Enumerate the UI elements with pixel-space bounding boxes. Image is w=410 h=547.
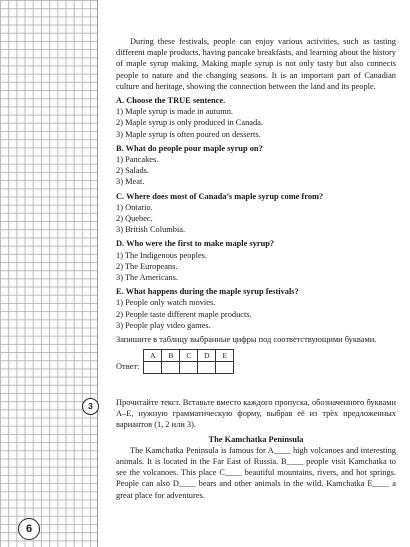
answer-cell-a[interactable] [144,362,162,374]
answer-cell-d[interactable] [198,362,216,374]
question-c [116,191,396,236]
answer-label: Ответ: [116,362,140,372]
question-d [116,238,396,283]
task-3 [82,397,396,501]
text-body: The Kamchatka Peninsula is famous for A____ high volcanoes and interesting animals. It is located in the Far East of Russia. B____ people visit Kamchatka to see the volcanoes. This place C____ beautiful mountains, rivers, and hot springs. People can also D____ bears and other animals in the wild. Kamchatka E____ a great place for adventures. [116,445,396,500]
question-text: C. Where does most of Canada’s maple syrup come from? [116,191,324,201]
task-instruction: Прочитайте текст. Вставьте вместо каждого пропуска, обозначенного буквами A–E, нужную грамматическую форму, выбрав её из трёх предложенных вариантов (1, 2 или 3). [116,398,396,430]
question-text: D. Who were the first to make maple syrup? [116,239,275,249]
option: 2) People taste different maple products. [116,309,252,319]
option: 3) People play video games. [116,320,211,330]
table-instruction: Запишите в таблицу выбранные цифры под соответствующими буквами. [116,335,377,345]
answer-letter: E [216,350,234,362]
option: 1) Pancakes. [116,155,159,165]
option: 2) Salads. [116,166,150,176]
text-title: The Kamchatka Peninsula [208,434,304,444]
answer-cell-c[interactable] [180,362,198,374]
option: 3) Maple syrup is often poured on desserts. [116,129,261,139]
question-e [116,286,396,331]
answer-letter: A [144,350,162,362]
option: 1) People only watch movies. [116,298,216,308]
option: 3) British Columbia. [116,225,186,235]
option: 3) Meat. [116,177,145,187]
answer-letter: D [198,350,216,362]
question-text: E. What happens during the maple syrup festivals? [116,287,299,297]
option: 2) The Europeans. [116,261,178,271]
task-body [116,397,396,501]
option: 1) Maple syrup is made in autumn. [116,107,233,117]
reading-section [116,36,396,374]
question-b [116,143,396,188]
question-text: A. Choose the TRUE sentence. [116,96,226,106]
question-text: B. What do people pour maple syrup on? [116,143,263,153]
option: 2) Maple syrup is only produced in Canada. [116,118,263,128]
answer-cell-e[interactable] [216,362,234,374]
option: 2) Quebec. [116,214,153,224]
answer-letter: B [162,350,180,362]
task-number-badge: 3 [82,398,99,415]
answer-cell-b[interactable] [162,362,180,374]
option: 1) Ontario. [116,202,153,212]
option: 3) The Americans. [116,273,178,283]
page-number: 6 [18,518,40,540]
answer-table [143,349,234,374]
intro-paragraph: During these festivals, people can enjoy various activities, such as tasting different maple products, having pancake breakfasts, and learning about the history of maple syrup making. Making maple syrup is not only tasty but also connects people to nature and the changing seasons. It is an important part of Canadian culture and heritage, showing the connection between the land and its people. [116,37,396,91]
question-a [116,95,396,140]
option: 1) The Indigenous peoples. [116,250,208,260]
answer-letter: C [180,350,198,362]
answer-area [116,349,396,374]
